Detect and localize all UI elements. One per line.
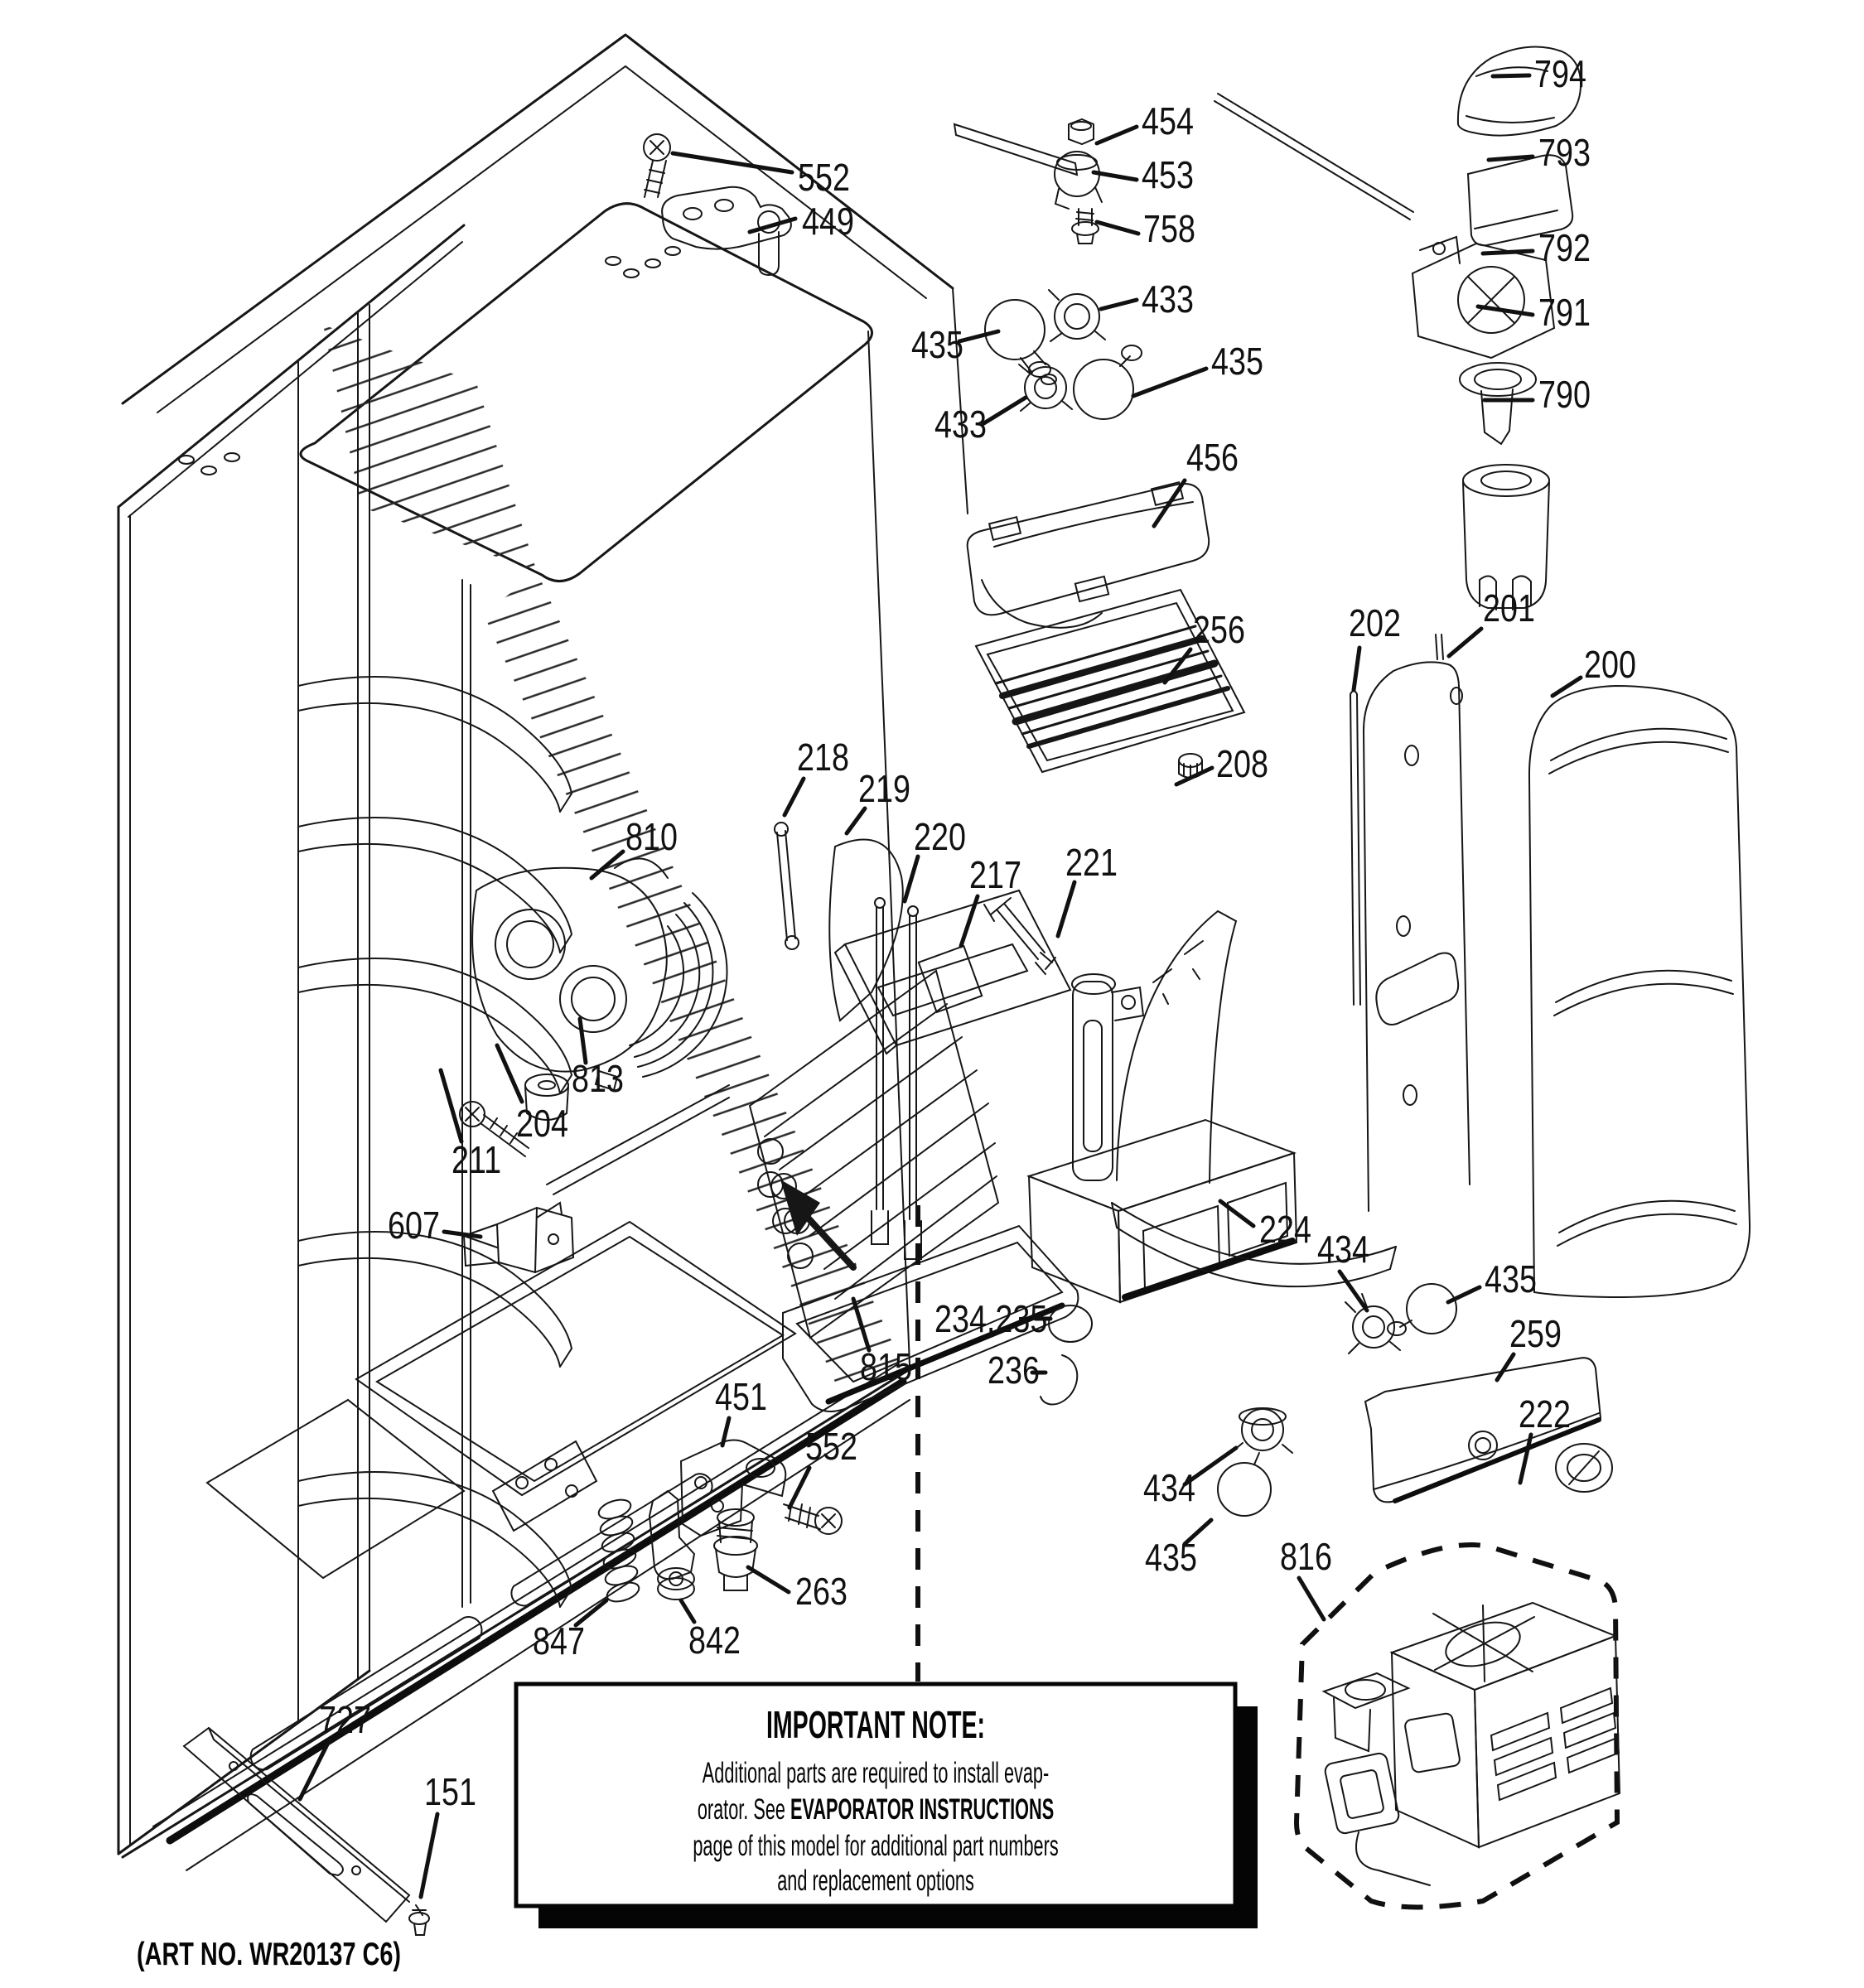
part-label-208: 208 bbox=[1216, 742, 1268, 785]
thermostat-cluster bbox=[954, 119, 1142, 419]
part-label-456: 456 bbox=[1186, 436, 1239, 479]
part-label-727: 727 bbox=[319, 1698, 371, 1741]
icemaker-side-face bbox=[1475, 1636, 1620, 1847]
note-line-4: and replacement options bbox=[777, 1865, 974, 1898]
part-label-607: 607 bbox=[388, 1204, 440, 1247]
clamp-453 bbox=[1055, 152, 1102, 209]
part-label-219: 219 bbox=[858, 767, 910, 810]
filter-head-792 bbox=[1214, 94, 1554, 358]
part-label-433: 433 bbox=[934, 403, 987, 446]
part-label-810: 810 bbox=[625, 815, 678, 858]
part-label-434: 434 bbox=[1143, 1466, 1195, 1509]
light-bulb-435-right bbox=[1074, 345, 1142, 419]
icemaker-fill-cup bbox=[1324, 1673, 1408, 1751]
part-label-454: 454 bbox=[1142, 99, 1194, 142]
leader-line-224 bbox=[1220, 1201, 1253, 1226]
icemaker-top-face bbox=[1392, 1603, 1615, 1690]
icemaker-vents bbox=[1491, 1688, 1619, 1800]
wire-frame-456 bbox=[968, 482, 1210, 628]
note-line-2-normal: orator. See bbox=[697, 1793, 790, 1826]
leader-line-221 bbox=[1058, 882, 1074, 936]
part-label-791: 791 bbox=[1538, 291, 1591, 334]
leader-line-435 bbox=[959, 331, 998, 341]
icemaker-front-latch bbox=[1404, 1712, 1461, 1773]
part-label-435: 435 bbox=[911, 323, 963, 366]
lamp-socket-433-upper bbox=[1049, 290, 1105, 341]
hinge-bracket-449 bbox=[662, 187, 791, 275]
note-line-3: page of this model for additional part numbers bbox=[693, 1830, 1059, 1863]
note-line-2 bbox=[698, 1794, 1054, 1826]
leader-line-449 bbox=[750, 219, 795, 232]
part-label-435: 435 bbox=[1211, 340, 1263, 383]
note-title: IMPORTANT NOTE: bbox=[765, 1704, 986, 1747]
part-label-263: 263 bbox=[795, 1570, 847, 1613]
capillary-wire bbox=[954, 124, 1077, 175]
leader-line-794 bbox=[1493, 75, 1529, 76]
filter-adapter-791 bbox=[1460, 363, 1536, 444]
valve-263 bbox=[714, 1509, 757, 1590]
leader-line-792 bbox=[1483, 251, 1533, 253]
part-label-211: 211 bbox=[452, 1138, 502, 1181]
part-label-218: 218 bbox=[797, 736, 849, 779]
part-label-236: 236 bbox=[988, 1349, 1040, 1392]
lamp-socket-433-lower bbox=[1019, 364, 1072, 411]
light-bulb-435-lower bbox=[1218, 1453, 1271, 1516]
door-thickness-edges bbox=[298, 305, 369, 1723]
screw-552-top bbox=[644, 134, 670, 197]
icemaker-front-face bbox=[1392, 1653, 1479, 1847]
part-label-204: 204 bbox=[516, 1102, 568, 1145]
part-label-220: 220 bbox=[914, 815, 966, 858]
part-label-552: 552 bbox=[798, 156, 850, 199]
part-label-217: 217 bbox=[969, 853, 1021, 896]
important-note bbox=[516, 1684, 1258, 1928]
cabinet-right-edge bbox=[953, 288, 968, 514]
leader-line-219 bbox=[847, 808, 865, 833]
part-labels-layer bbox=[300, 52, 1636, 1897]
note-line-2-bold: EVAPORATOR INSTRUCTIONS bbox=[790, 1793, 1055, 1826]
part-label-202: 202 bbox=[1349, 601, 1401, 644]
part-label-435: 435 bbox=[1485, 1257, 1537, 1300]
leader-line-202 bbox=[1354, 648, 1359, 690]
part-label-793: 793 bbox=[1538, 131, 1591, 174]
part-label-434: 434 bbox=[1317, 1228, 1369, 1271]
part-label-259: 259 bbox=[1509, 1312, 1562, 1355]
icemaker-dashed-outline bbox=[1297, 1545, 1617, 1908]
cover-panel-201 bbox=[1364, 635, 1470, 1211]
nut-454 bbox=[1069, 119, 1094, 144]
icemaker-assembly-816 bbox=[1297, 1545, 1620, 1908]
art-number: (ART NO. WR20137 C6) bbox=[137, 1936, 402, 1973]
bolt-758 bbox=[1072, 209, 1099, 244]
leader-line-263 bbox=[748, 1567, 789, 1592]
right-panels bbox=[1350, 635, 1750, 1297]
duct-tray-220 bbox=[835, 890, 1070, 1054]
icemaker-fan-blade bbox=[1433, 1605, 1534, 1682]
part-label-222: 222 bbox=[1519, 1392, 1571, 1436]
part-label-256: 256 bbox=[1193, 608, 1245, 651]
interior-hatching-wall bbox=[484, 572, 900, 1397]
top-hinge-parts bbox=[644, 134, 791, 275]
light-bulb-435-left bbox=[985, 300, 1056, 384]
cover-panel-200 bbox=[1529, 686, 1750, 1297]
part-label-794: 794 bbox=[1534, 52, 1586, 95]
leader-line-201 bbox=[1449, 629, 1481, 656]
part-label-433: 433 bbox=[1142, 277, 1194, 321]
part-label-813: 813 bbox=[572, 1057, 624, 1100]
leader-line-204 bbox=[497, 1045, 522, 1102]
leader-line-151 bbox=[421, 1814, 437, 1897]
cap-222 bbox=[1556, 1444, 1612, 1492]
interior-hatching-upper bbox=[323, 325, 537, 572]
floor-pans bbox=[207, 1222, 795, 1578]
part-label-847: 847 bbox=[533, 1619, 585, 1662]
part-label-221: 221 bbox=[1065, 841, 1118, 884]
interior-left-wall-edge bbox=[462, 580, 471, 1607]
leader-line-220 bbox=[905, 856, 918, 901]
part-label-758: 758 bbox=[1143, 207, 1195, 250]
rod-218 bbox=[775, 823, 799, 949]
part-label-552: 552 bbox=[805, 1425, 857, 1468]
leader-line-552 bbox=[790, 1468, 809, 1508]
leader-line-433 bbox=[1101, 300, 1137, 309]
leader-line-259 bbox=[1497, 1354, 1514, 1380]
bottom-rail-slot-left bbox=[251, 1617, 482, 1769]
leader-line-813 bbox=[580, 1019, 586, 1063]
part-label-792: 792 bbox=[1538, 226, 1591, 269]
part-label-449: 449 bbox=[802, 200, 854, 243]
leader-line-454 bbox=[1097, 127, 1137, 143]
part-label-816: 816 bbox=[1280, 1535, 1332, 1578]
part-label-815: 815 bbox=[860, 1345, 912, 1388]
part-label-201: 201 bbox=[1483, 586, 1535, 630]
lamp-socket-434-lower bbox=[1233, 1408, 1292, 1453]
part-label-451: 451 bbox=[715, 1375, 767, 1418]
part-label-200: 200 bbox=[1584, 643, 1636, 686]
note-line-1: Additional parts are required to install evap- bbox=[702, 1757, 1050, 1790]
part-label-435: 435 bbox=[1145, 1536, 1197, 1579]
part-label-842: 842 bbox=[688, 1619, 741, 1662]
water-filter-column bbox=[1214, 47, 1581, 610]
part-label-790: 790 bbox=[1538, 373, 1591, 416]
leader-line-435 bbox=[1133, 369, 1206, 396]
part-label-224: 224 bbox=[1259, 1208, 1311, 1251]
leader-line-552 bbox=[673, 153, 792, 172]
screw-151 bbox=[409, 1905, 429, 1935]
seal-234-235 bbox=[1049, 1305, 1092, 1342]
leader-line-218 bbox=[785, 779, 804, 815]
tube-236 bbox=[1041, 1355, 1077, 1405]
leader-line-217 bbox=[961, 896, 978, 946]
part-label-453: 453 bbox=[1142, 153, 1194, 196]
leader-line-211 bbox=[441, 1070, 461, 1141]
leader-line-758 bbox=[1097, 222, 1138, 234]
leader-line-433 bbox=[983, 398, 1026, 424]
heater-rod-202 bbox=[1350, 691, 1360, 1005]
fan-shroud-221 bbox=[1029, 911, 1297, 1302]
center-tubes bbox=[872, 898, 921, 1259]
light-bulb-435-upper bbox=[1388, 1284, 1456, 1335]
part-label-234,235: 234,235 bbox=[934, 1297, 1048, 1340]
sensor-217 bbox=[984, 898, 1055, 974]
part-label-151: 151 bbox=[424, 1770, 476, 1813]
leader-line-200 bbox=[1553, 678, 1581, 696]
leader-line-816 bbox=[1299, 1578, 1324, 1619]
